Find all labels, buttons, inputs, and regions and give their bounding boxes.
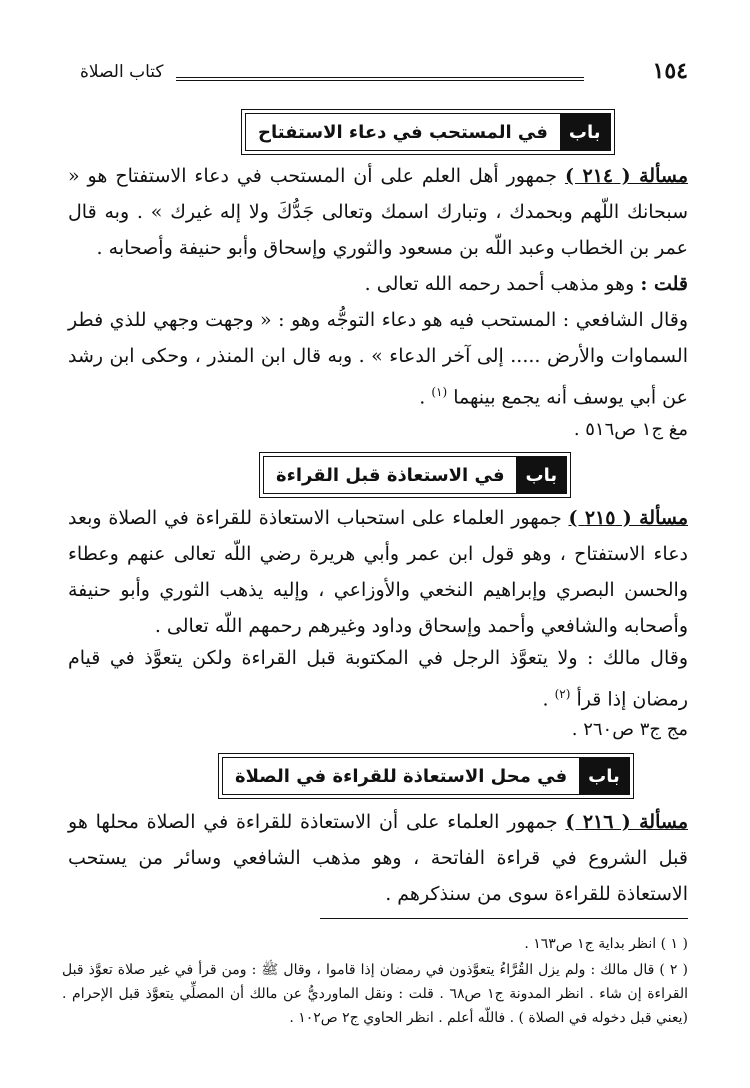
source-reference: مج ج٣ ص٢٦٠ .: [571, 719, 688, 740]
page-number: ١٥٤: [652, 58, 688, 84]
paragraph-end: .: [419, 386, 426, 409]
issue-214: [68, 158, 688, 266]
malik-paragraph: [68, 640, 688, 717]
footnote-2: ( ٢ ) قال مالك : ولم يزل القُرَّاءُ يتعوَّذون في رمضان إذا قاموا ، وقال ﷺ : ومن قرأ في غير صلاة تعوَّذ قبل القراءة إن شاء . انظر المدونة ج١ ص٦٨ . قلت : ونقل الماورديُّ عن مالك أن المصلِّي يتعوَّذ قبل الإحرام . (يعني قبل دخوله في الصلاة ) . فاللّه أعلم . انظر الحاوي ج٢ ص١٠٢ .: [62, 962, 688, 1026]
chapter-title: في الاستعاذة قبل القراءة: [276, 464, 505, 486]
issue-text: جمهور أهل العلم على أن المستحب في دعاء الاستفتاح هو « سبحانك اللّهم وبحمدك ، وتبارك اسمك وتعالى جَدُّكَ ولا إله غيرك » . وبه قال عمر بن الخطاب وعبد اللّه بن مسعود والثوري وإسحاق وأبو حنيفة وأصحابه .: [68, 165, 688, 259]
paragraph-text: وقال الشافعي : المستحب فيه هو دعاء التوجُّه وهو : « وجهت وجهي للذي فطر السماوات والأرض ..... إلى آخر الدعاء » . وبه قال ابن المنذر ، وحكى ابن رشد عن أبي يوسف أنه يجمع بينهما: [68, 309, 688, 409]
qult-paragraph: [68, 266, 688, 302]
chapter-bab-label: باب: [516, 457, 566, 493]
footnote-marker: (٢): [554, 687, 571, 701]
issue-text: جمهور العلماء على استحباب الاستعاذة للقراءة في الصلاة وبعد دعاء الاستفتاح ، وهو قول ابن عمر وأبي هريرة رضي اللّه تعالى عنهم وعطاء والحسن البصري وإبراهيم النخعي والأوزاعي ، وإليه يذهب الثوري وأبو حنيفة وأصحابه والشافعي وأحمد وإسحاق وداود وغيرهم رحمهم اللّه تعالى .: [68, 507, 688, 637]
qult-text: وهو مذهب أحمد رحمه الله تعالى .: [364, 273, 635, 295]
footnote-separator: [320, 918, 688, 919]
header-rule: [176, 77, 584, 81]
issue-label: مسألة ( ٢١٥ ): [568, 507, 688, 529]
paragraph-text: وقال مالك : ولا يتعوَّذ الرجل في المكتوبة قبل القراءة ولكن يتعوَّذ في قيام رمضان إذا قرأ: [68, 647, 688, 711]
qult-label: قلت :: [640, 273, 688, 295]
paragraph-end: .: [542, 688, 549, 711]
chapter-title: في المستحب في دعاء الاستفتاح: [258, 121, 548, 143]
footnote-marker: (١): [431, 385, 448, 399]
footnote-1: ( ١ ) انظر بداية ج١ ص١٦٣ .: [524, 936, 688, 952]
source-reference: مغ ج١ ص٥١٦ .: [573, 419, 688, 440]
chapter-banner-2: [263, 456, 567, 494]
chapter-banner-3: [222, 757, 630, 795]
issue-215: [68, 500, 688, 644]
shafii-paragraph: [68, 302, 688, 415]
chapter-title: في محل الاستعاذة للقراءة في الصلاة: [235, 765, 568, 787]
chapter-bab-label: باب: [579, 758, 629, 794]
running-header: [80, 58, 688, 88]
book-title: كتاب الصلاة: [80, 62, 164, 82]
issue-label: مسألة ( ٢١٦ ): [565, 811, 689, 833]
issue-216: [68, 804, 688, 912]
chapter-bab-label: باب: [560, 114, 610, 150]
issue-text: جمهور العلماء على أن الاستعاذة للقراءة في الصلاة محلها هو قبل الشروع في قراءة الفاتحة ، وهو مذهب الشافعي وسائر من يستحب الاستعاذة للقراءة سوى من سنذكرهم .: [68, 811, 688, 905]
chapter-banner-1: [245, 113, 611, 151]
issue-label: مسألة ( ٢١٤ ): [564, 165, 688, 187]
